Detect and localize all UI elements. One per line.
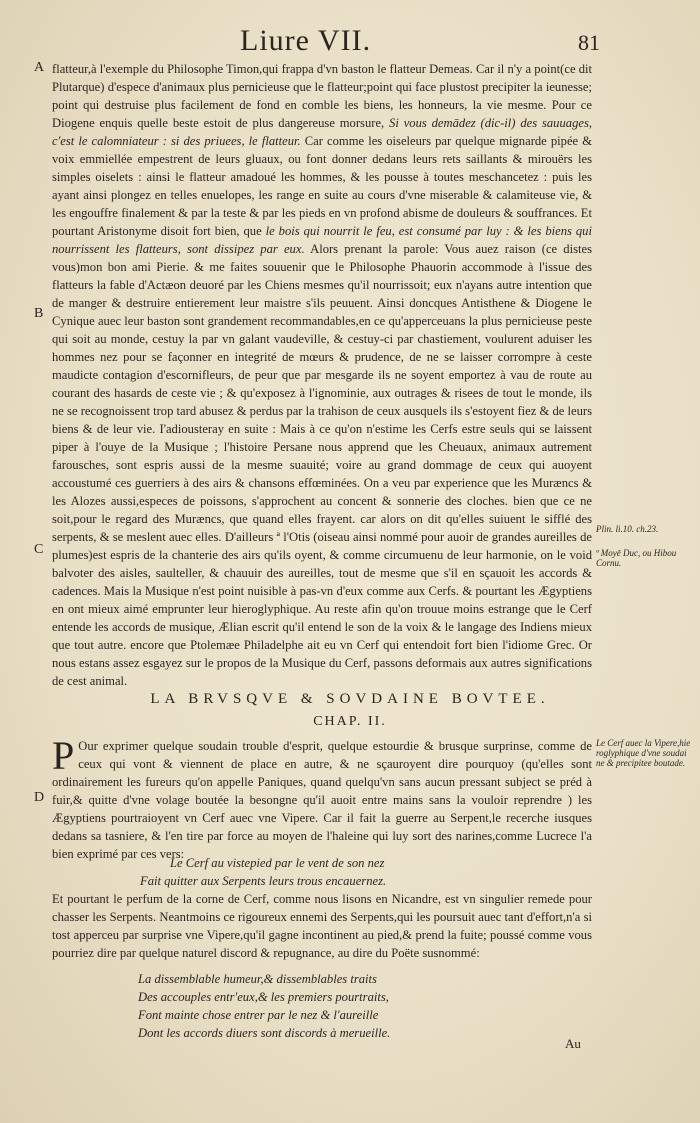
main-text-block bbox=[52, 60, 592, 690]
diogene-quote: Si vous demādez (dic-il) des sauuages, c'est le calomniateur : si des priuees, le flatteur. bbox=[52, 116, 592, 148]
verse-line: Dont les accords diuers sont discords à merueille. bbox=[138, 1026, 391, 1040]
verse-line: Le Cerf au vistepied par le vent de son nez bbox=[170, 856, 385, 870]
verse-line: Font mainte chose entrer par le nez & l'aureille bbox=[138, 1008, 379, 1022]
verse-line: Fait quitter aux Serpents leurs trous encauernez. bbox=[140, 874, 387, 888]
chapter-label: CHAP. II. bbox=[313, 714, 387, 729]
margin-letter-d: D bbox=[34, 790, 45, 805]
marginal-note-pliny: Plin. li.10. ch.23. bbox=[596, 524, 659, 534]
chapter-text-block bbox=[52, 733, 592, 863]
marginal-note-otis: ª Moyē Duc, ou Hibou Cornu. bbox=[596, 548, 677, 568]
margin-letter-c: C bbox=[34, 542, 44, 557]
catchword: Au bbox=[565, 1036, 581, 1051]
margin-letter-a: A bbox=[34, 60, 45, 75]
drop-cap: P bbox=[52, 733, 75, 778]
page-header bbox=[0, 18, 700, 58]
poet-verse bbox=[138, 970, 390, 1042]
margin-letter-b: B bbox=[34, 306, 44, 321]
marginal-note-cerf-vipere: Le Cerf auec la Vipere,hie roglyphique d'vne soudai ne & precipitee boutade. bbox=[596, 738, 691, 768]
running-title: Liure VII. bbox=[240, 24, 372, 57]
chapter-paragraph-1: Our exprimer quelque soudain trouble d'esprit, quelque estourdie & brusque surprinse, comme de ceux qui vont & viennent de place en autre, & ne sçauroyent dire pourquoy (qu'elles sont ordinairement les fureurs qu'on appelle Paniques, quand quelqu'vn sans aucun pressant subject se préd à fuir,& quitte d'vne volage boutée la besongne qu'il auoit entre mains sans la vouloir reprendre ) les Ægyptiens pourtraioyent vn Cerf auec vne Vipere. Car il fait la guerre au Serpent,le recerche iusques dedans sa tasniere, & l'en tire par force au moyen de l'haleine qui luy sort des narines,comme Lucrece l'a bien exprimé par ces vers: bbox=[52, 739, 592, 861]
verse-line: Des accouples entr'eux,& les premiers pourtraits, bbox=[138, 990, 389, 1004]
aristonyme-quote: le bois qui nourrit le feu, est consumé par luy : & les biens qui nourrissent les flatteurs, sont dissipez par eux. bbox=[52, 224, 592, 256]
page-number: 81 bbox=[578, 30, 600, 55]
paragraph-1: flatteur,à l'exemple du Philosophe Timon,qui frappa d'vn baston le flatteur Demeas. Car il n'y a point(ce dit Plutarque) d'espece d'animaux plus pernicieuse que le flatteur;point qui face plustost precipiter la ieunesse; point qui destruise plus facilement de fond en comble les biens, les honneurs, la vie mesme. Pour ce Diogene enquis quelle beste estoit de plus dangereuse morsure, Si vous demādez (dic-il) des sauuages, c'est le calomniateur : si des priuees, le flatteur. Car comme les oiseleurs par quelque mignarde pipée & voix emmiellée empestrent de leurs gluaux, ou font donner dedans leurs rets saillants & mirouërs les simples oiselets : ainsi le flatteur amadoué les hommes, & les pousse à toutes meschancetez : puis les ayant ainsi plongez en telles enuelopes, les range en suite au cours d'vne miserable & calamiteuse vie, & les engouffre finalement & par la teste & par les pieds en vn profond abisme de douleurs & souffrances. Et pourtant Aristonyme disoit fort bien, que le bois qui nourrit le feu, est consumé par luy : & les biens qui nourrissent les flatteurs, sont dissipez par eux. Alors prenant la parole: Vous auez raison (ce distes vous)mon bon ami Pierie. & me faites souuenir que le Philosophe Phauorin accommode à l'issue des flatteurs la fable d'Actæon deuoré par les Chiens mesmes qu'il nourrissoit; eux n'ayans autre intention que de manger & destruire entierement leur maistre s'ils peuuent. Ainsi doncques Antisthene & Diogene le Cynique auec leur baston sont grandement recommandables,en ce qu'apperceuans la plus pernicieuse peste qui soit au monde, cestuy la par vn galant vaudeville, & cestuy-ci par chastiement, voulurent aduiser les hommes nez pour se façonner en integrité de mœurs & prudence, de ne se laisser corrompre à ceste maudicte contagion d'escornifleurs, de peur que par mesgarde ils ne soyent emportez à vau de route au courant des hasards de ceste vie ; & qu'exposez à l'ignominie, aux outrages & risees de tout le monde, ils ne se recognoissent trop tard abusez & perdus par la trahison de ceux ausquels ils s'estoyent fiez & de leurs biens & de leur vie. I'adiousteray en suite : Mais à ce qu'on n'estime les Cerfs estre seuls qui se laissent piper à l'ouye de la Musique ; l'histoire Persane nous apprend que les Cheuaux, animaux autrement farousches, sont espris aussi de la mesme suauité; voire au grand dommage de ceux qui auoyent accoustumé ces guerriers à des airs & chansons effœminées. On a veu par experience que les Muræncs & les Alozes aussi,especes de poissons, s'approchent au concent & sonnerie des cloches. bien que ce ne soit,pour le regard des Muræncs, que quand elles frayent. car alors on dit qu'elles suiuent le sifflé des serpents, & se meslent auec elles. D'ailleurs ª l'Otis (oiseau ainsi nommé pour auoir de grandes aureilles de plumes)est espris de la chanterie des airs qu'ils oyent, & comme circumuenu de leur harmonie, on le void balvoter des aisles, saulteller, & chauuir des aureilles, tout de mesme que s'il en sçauoit les accords & cadences. Mais la Musique n'est point nuisible à pas-vn d'eux comme aux Cerfs. & pourtant les Ægyptiens en ont mieux aimé emprunter leur hieroglyphique. Au reste afin qu'on trouue moins estrange que le Cerf entende les accords de musique, Ælian escrit qu'il entend le son de la voix & le langage des Indiens mieux que tout autre. encore que Ptolemæe Philadelphe ait eu vn Cerf qui entendoit fort bien l'idiome Grec. Or nous estans assez esgayez sur le propos de la Musique du Cerf, passons deformais aux autres significations de cest animal. bbox=[52, 62, 592, 688]
lucrece-verse bbox=[140, 854, 387, 890]
chapter-paragraph-2: Et pourtant le perfum de la corne de Cerf, comme nous lisons en Nicandre, est vn singulier remede pour chasser les Serpents. Neantmoins ce rigoureux ennemi des Serpents,qui les poursuit auec tant d'effort,n'a si tost apperceu par surprise vne Vipere,qu'il gagne incontinent au pied,& prend la fuite; poussé comme vous pourriez dire par quelque naturel discord & repugnance, au dire du Poëte susnommé: bbox=[52, 892, 592, 960]
verse-line: La dissemblable humeur,& dissemblables traits bbox=[138, 972, 377, 986]
section-heading: LA BRVSQVE & SOVDAINE BOVTEE. bbox=[150, 691, 550, 707]
